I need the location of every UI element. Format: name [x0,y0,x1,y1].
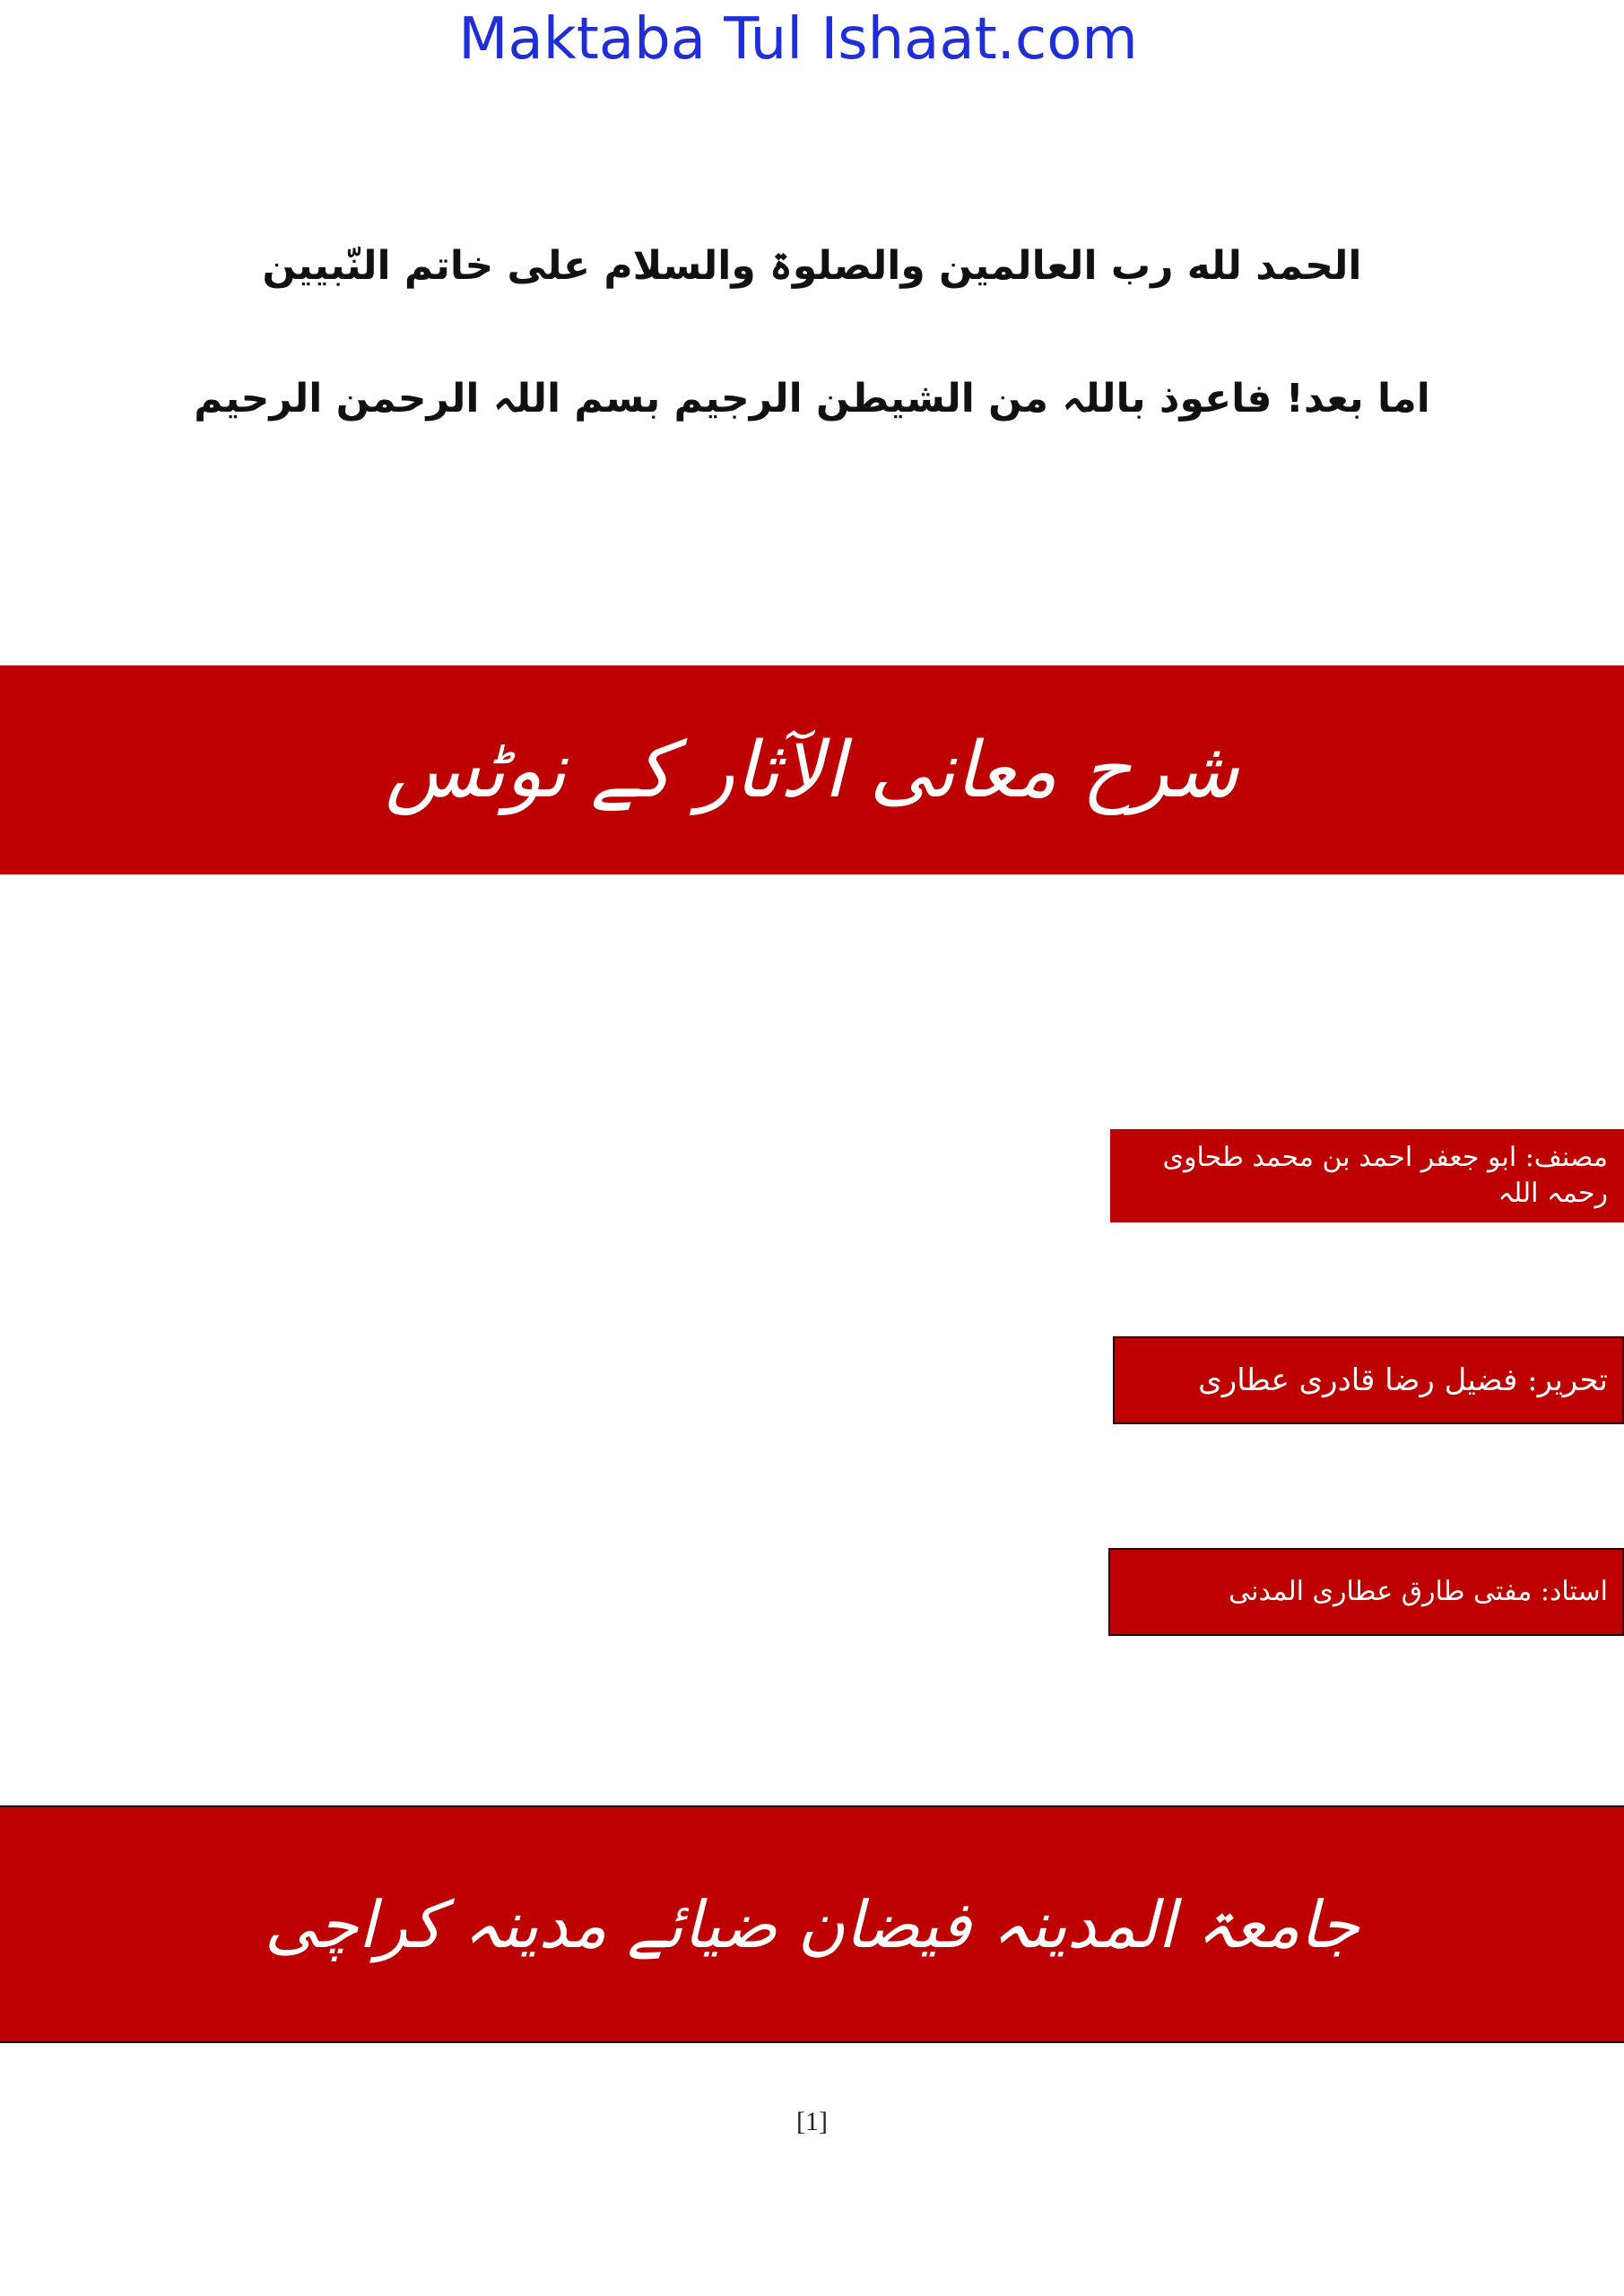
author-box [1110,1129,1624,1222]
teacher-text: استاد: مفتی طارق عطاری المدنی [1229,1576,1608,1607]
teacher-box [1108,1548,1624,1636]
author-text: مصنف: ابو جعفر احمد بن محمد طحاوی رحمہ اللہ [1162,1142,1608,1209]
document-title: شرح معانی الآثار کے نوٹس [385,725,1239,815]
page-number: [1] [796,2107,828,2136]
writer-box [1113,1336,1624,1424]
opening-praise-line: الحمد لله رب العالمین والصلوۃ والسلام علی خاتم النّبیین [262,243,1362,289]
title-banner [0,665,1624,874]
institute-banner [0,1805,1624,2043]
site-header-title: Maktaba Tul Ishaat.com [458,6,1138,73]
opening-invocation-line: اما بعد! فاعوذ باللہ من الشیطن الرجیم بسم اللہ الرحمن الرحیم [194,376,1430,422]
writer-text: تحریر: فضیل رضا قادری عطاری [1198,1362,1608,1398]
institute-name: جامعۃ المدینہ فیضان ضیائے مدینہ کراچی [265,1886,1359,1962]
